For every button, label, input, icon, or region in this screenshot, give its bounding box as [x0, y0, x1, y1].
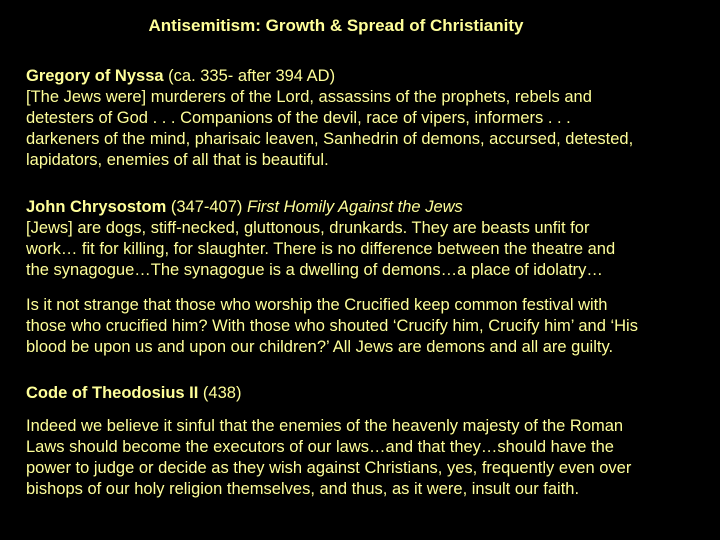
- chrysostom-heading: [26, 197, 716, 218]
- chrysostom-quote-line: Is it not strange that those who worship the Crucified keep common festival with: [26, 296, 608, 314]
- gregory-quote-line: detesters of God . . . Companions of the devil, race of vipers, informers . . .: [26, 109, 571, 127]
- chrysostom-name: John Chrysostom: [26, 198, 167, 216]
- chrysostom-quote-line: [Jews] are dogs, stiff-necked, gluttonous, drunkards. They are beasts unfit for: [26, 219, 590, 237]
- gregory-name: Gregory of Nyssa: [26, 67, 164, 85]
- chrysostom-work-title: First Homily Against the Jews: [247, 198, 463, 216]
- theodosius-heading: [26, 383, 716, 404]
- theodosius-quote-line: Indeed we believe it sinful that the enemies of the heavenly majesty of the Roman: [26, 417, 624, 435]
- chrysostom-section: [26, 197, 716, 281]
- chrysostom-dates: (347-407): [166, 198, 247, 216]
- gregory-dates: (ca. 335- after 394 AD): [163, 67, 336, 85]
- theodosius-quote-line: Laws should become the executors of our laws…and that they…should have the: [26, 438, 614, 456]
- gregory-heading: [26, 66, 716, 87]
- chrysostom-quote-line: those who crucified him? With those who shouted ‘Crucify him, Crucify him’ and ‘His: [26, 317, 638, 335]
- gregory-quote-line: lapidators, enemies of all that is beautiful.: [26, 151, 329, 169]
- theodosius-name: Code of Theodosius II: [26, 384, 199, 402]
- gregory-quote-line: [The Jews were] murderers of the Lord, assassins of the prophets, rebels and: [26, 88, 592, 106]
- theodosius-heading-block: [26, 383, 716, 404]
- chrysostom-quote-line: work… fit for killing, for slaughter. There is no difference between the theatre and: [26, 240, 616, 258]
- chrysostom-quote-line: blood be upon us and upon our children?’ All Jews are demons and all are guilty.: [26, 338, 614, 356]
- slide-title: Antisemitism: Growth & Spread of Christianity: [148, 16, 524, 35]
- gregory-section: [26, 66, 716, 171]
- theodosius-section: [26, 416, 716, 500]
- chrysostom-quote-line: the synagogue…The synagogue is a dwelling of demons…a place of idolatry…: [26, 261, 603, 279]
- gregory-quote-line: darkeners of the mind, pharisaic leaven, Sanhedrin of demons, accursed, detested,: [26, 130, 634, 148]
- theodosius-quote-line: power to judge or decide as they wish against Christians, yes, frequently even over: [26, 459, 632, 477]
- theodosius-dates: (438): [198, 384, 242, 402]
- chrysostom-second-paragraph: [26, 295, 716, 358]
- theodosius-quote-line: bishops of our holy religion themselves, and thus, as it were, insult our faith.: [26, 480, 580, 498]
